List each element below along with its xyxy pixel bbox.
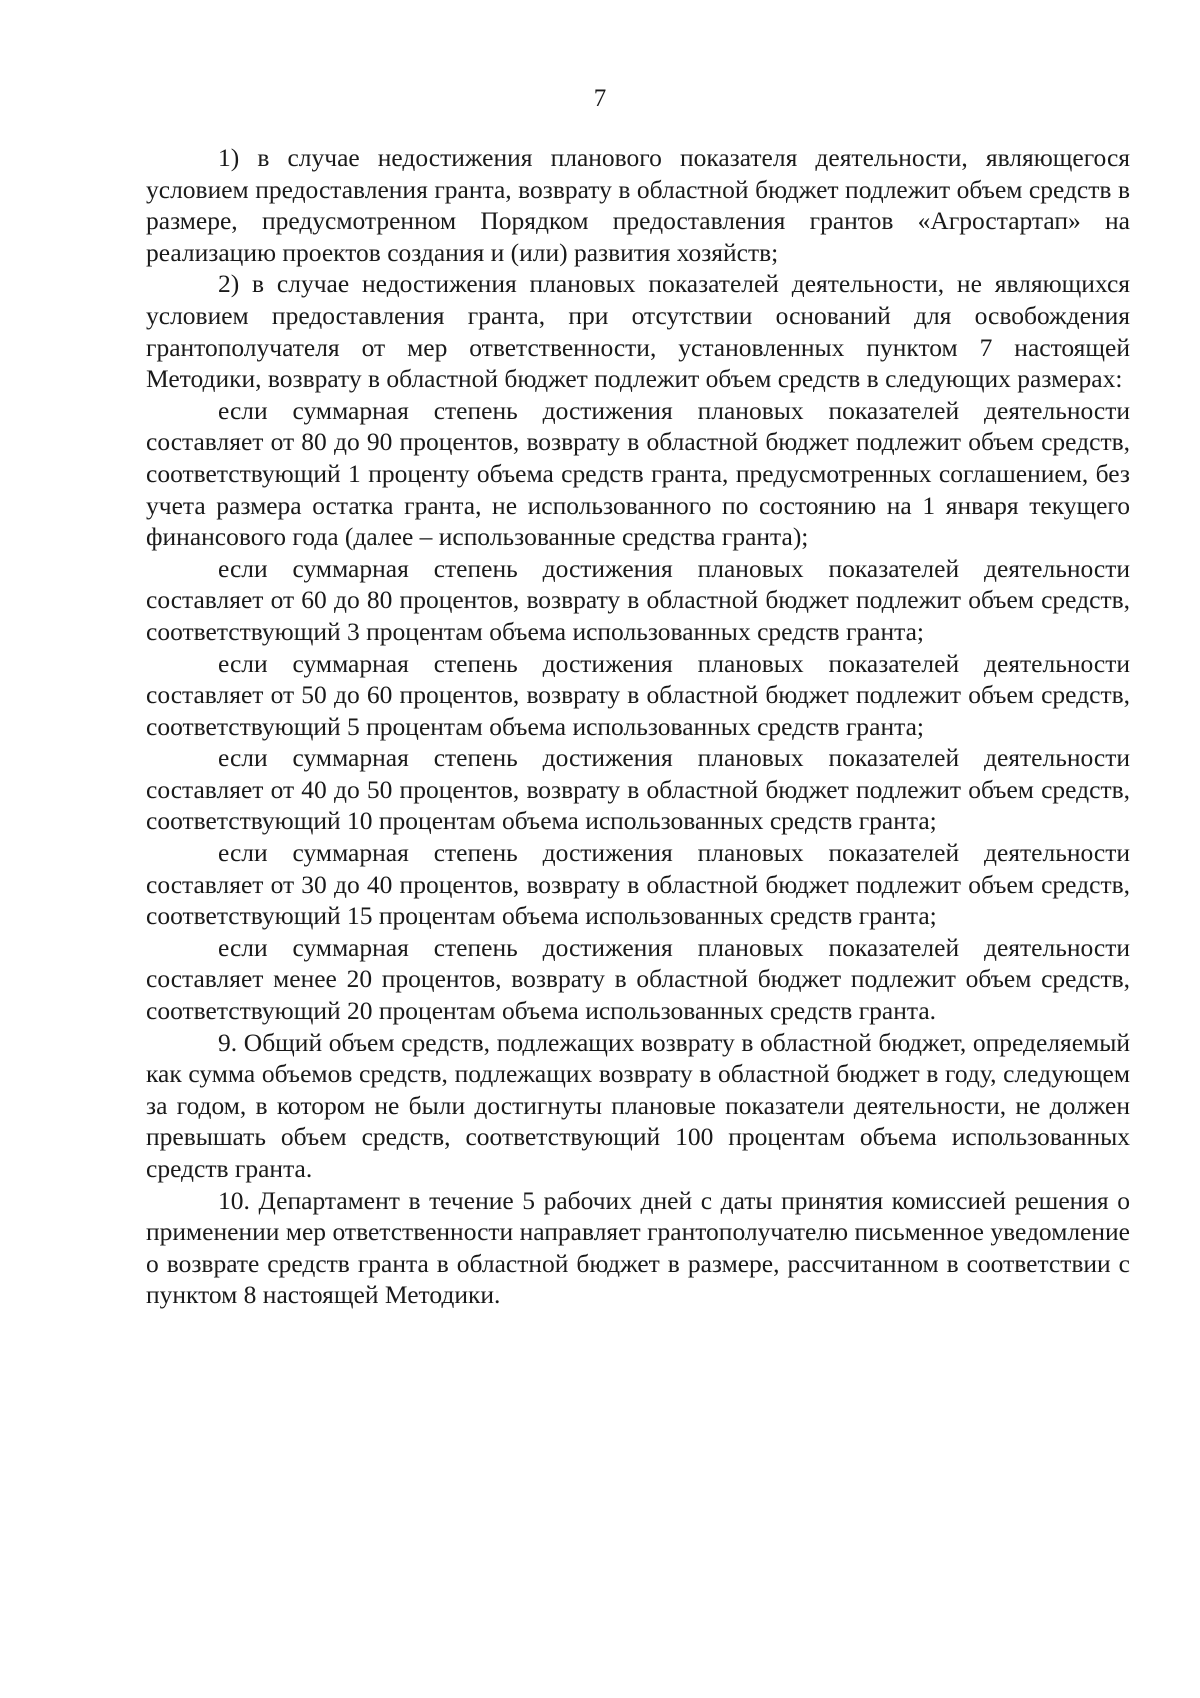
- paragraph-threshold-30-40: если суммарная степень достижения плановых показателей деятельности составляет от 30 до 40 процентов, возврату в областной бюджет подлежит объем средств, соответствующий 15 процентам объема использованных средств гранта;: [146, 838, 1130, 931]
- paragraph-clause-10: 10. Департамент в течение 5 рабочих дней с даты принятия комиссией решения о применении мер ответственности направляет грантополучателю письменное уведомление о возврате средств гранта в областной бюджет в размере, рассчитанном в соответствии с пунктом 8 настоящей Методики.: [146, 1185, 1130, 1310]
- paragraph-item-2: 2) в случае недостижения плановых показателей деятельности, не являющихся условием предоставления гранта, при отсутствии оснований для освобождения грантополучателя от мер ответственности, установленных пунктом 7 настоящей Методики, возврату в областной бюджет подлежит объем средств в следующих размерах:: [146, 269, 1130, 394]
- page-number: 7: [593, 85, 607, 112]
- paragraph-clause-9: 9. Общий объем средств, подлежащих возврату в областной бюджет, определяемый как сумма объемов средств, подлежащих возврату в областной бюджет в году, следующем за годом, в котором не были достигнуты плановые показатели деятельности, не должен превышать объем средств, соответствующий 100 процентам объема использованных средств гранта.: [146, 1027, 1130, 1183]
- paragraph-threshold-under-20: если суммарная степень достижения плановых показателей деятельности составляет менее 20 процентов, возврату в областной бюджет подлежит объем средств, соответствующий 20 процентам объема использованных средств гранта.: [146, 932, 1130, 1026]
- paragraph-item-1: 1) в случае недостижения планового показателя деятельности, являющегося условием предоставления гранта, возврату в областной бюджет подлежит объем средств в размере, предусмотренном Порядком предоставления грантов «Агростартап» на реализацию проектов создания и (или) развития хозяйств;: [146, 143, 1130, 267]
- document-body: [146, 142, 1130, 1311]
- paragraph-threshold-50-60: если суммарная степень достижения плановых показателей деятельности составляет от 50 до 60 процентов, возврату в областной бюджет подлежит объем средств, соответствующий 5 процентам объема использованных средств гранта;: [146, 648, 1130, 741]
- paragraph-threshold-80-90: если суммарная степень достижения плановых показателей деятельности составляет от 80 до 90 процентов, возврату в областной бюджет подлежит объем средств, соответствующий 1 проценту объема средств гранта, предусмотренных соглашением, без учета размера остатка гранта, не использованного по состоянию на 1 января текущего финансового года (далее – использованные средства гранта);: [146, 395, 1130, 552]
- paragraph-threshold-60-80: если суммарная степень достижения плановых показателей деятельности составляет от 60 до 80 процентов, возврату в областной бюджет подлежит объем средств, соответствующий 3 процентам объема использованных средств гранта;: [146, 553, 1130, 646]
- paragraph-threshold-40-50: если суммарная степень достижения плановых показателей деятельности составляет от 40 до 50 процентов, возврату в областной бюджет подлежит объем средств, соответствующий 10 процентам объема использованных средств гранта;: [146, 743, 1130, 836]
